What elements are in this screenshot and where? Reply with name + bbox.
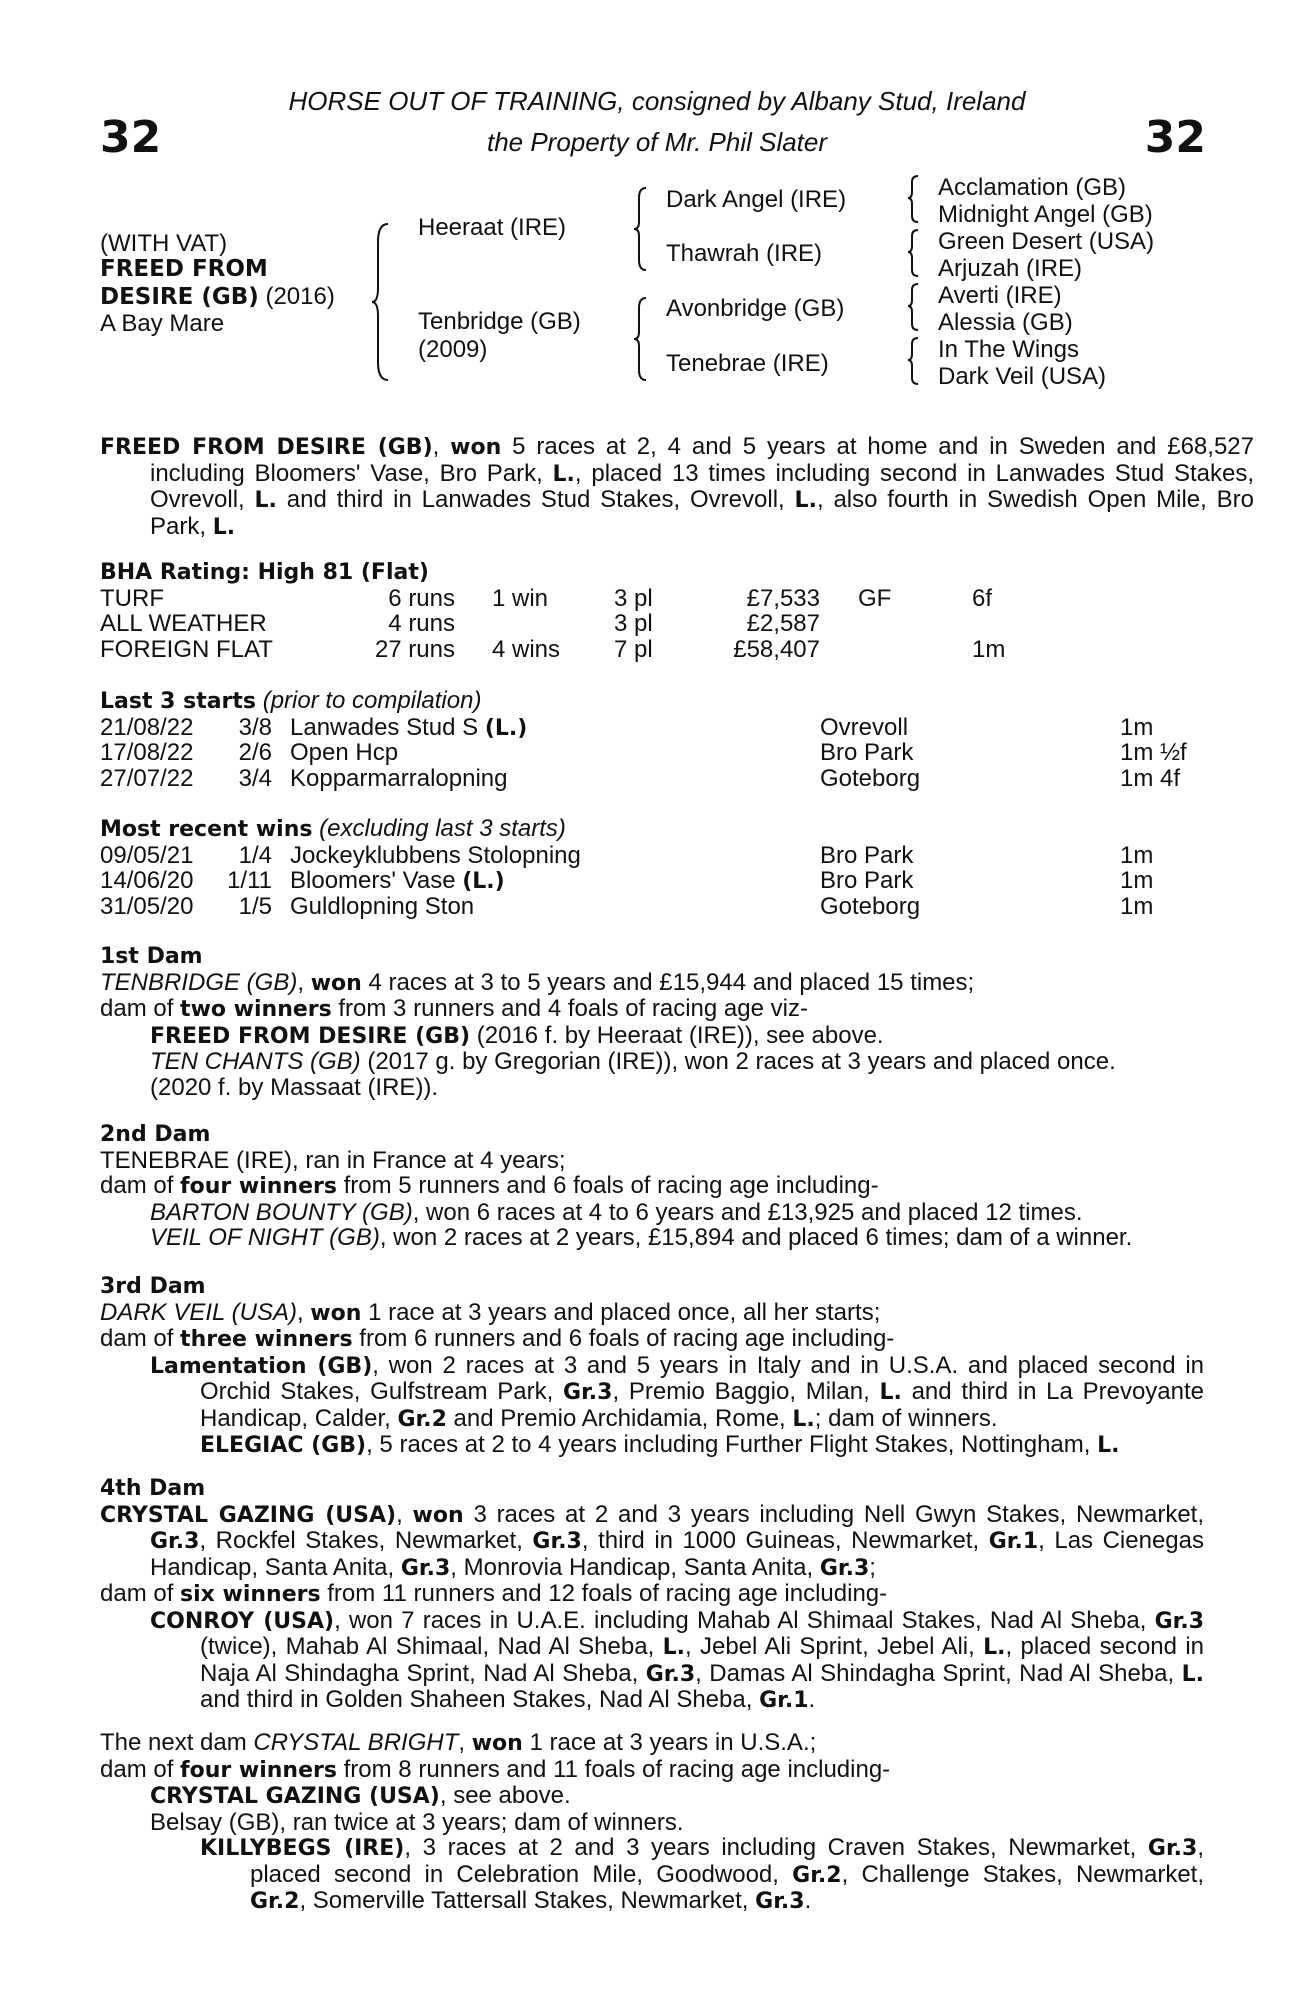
dam1-text: 4 races at 3 to 5 years and £15,944 and placed 15 times; (361, 968, 975, 996)
listed-tag: L. (1097, 1433, 1120, 1458)
rating-dist: 6f (972, 584, 993, 612)
dam4-p1-g: . (808, 1686, 816, 1713)
dam1-winners: two winners (180, 997, 332, 1022)
dam4-section: 4th Dam CRYSTAL GAZING (USA), won 3 races at 2 and 3 years including Nell Gwyn Stakes, Newmarket, Gr.3, Rockfel Stakes, Newmarket, Gr.3, third in 1000 Guineas, Newmarket, Gr.1, Las Cienegas Handicap, Santa Anita, Gr.3, Monrovia Handicap, Santa Anita, Gr.3; dam of six winners from 11 runners and 12 foals of racing age including- CONROY (USA), won 7 races in U.A.E. including Mahab Al Shimaal Stakes, Nad Al Sheba, Gr.3 (twice), Mahab Al Shimaal, Nad Al Sheba, L., Jebel Ali Sprint, Jebel Ali, L., placed second in Naja Al Shindagha Sprint, Nad Al Sheba, Gr.3, Damas Al Shindagha Sprint, Nad Al Sheba, L. and third in Golden Shaheen Stakes, Nad Al Sheba, Gr.1. (100, 1476, 1205, 1713)
header-consignor: HORSE OUT OF TRAINING, consigned by Albany Stud, Ireland (288, 86, 1026, 116)
recent-date: 09/05/21 (100, 841, 194, 869)
dam3-name: DARK VEIL (USA) (100, 1298, 297, 1326)
recent-note: (excluding last 3 starts) (312, 815, 566, 842)
listed-tag: L. (792, 1406, 815, 1432)
horse-name-line2-wrap (100, 283, 335, 311)
last3-note: (prior to compilation) (256, 687, 482, 714)
rating-runs: 6 runs (388, 584, 455, 612)
dam4-progeny-1-name: CONROY (USA) (150, 1608, 335, 1634)
last3-date: 17/08/22 (100, 739, 194, 766)
nextdam-p3-a: , 3 races at 2 and 3 years including Craven Stakes, Newmarket, (404, 1834, 1148, 1861)
pedigree-gen2-1: Dark Angel (IRE) (666, 186, 847, 213)
rating-surface: TURF (100, 584, 164, 612)
last3-row (100, 740, 1204, 766)
nextdam-progeny-1-text: , see above. (439, 1782, 571, 1809)
recent-race (290, 894, 474, 921)
dam1-progeny-2-text: (2017 g. by Gregorian (IRE)), won 2 races at 3 years and placed once. (360, 1048, 1116, 1075)
intro-text-3: and third in Lanwades Stud Stakes, Ovrevoll, (276, 486, 795, 513)
pedigree-gen3-8: Dark Veil (USA) (938, 363, 1107, 390)
rating-row (100, 586, 1204, 612)
last3-pos: 2/6 (238, 739, 272, 766)
group-tag: Gr.2 (250, 1889, 300, 1914)
nextdam-winners: four winners (180, 1757, 337, 1783)
nextdam-text: 1 race at 3 years in U.S.A.; (522, 1729, 817, 1756)
group-tag: Gr.3 (400, 1555, 451, 1581)
listed-tag: L. (879, 1380, 902, 1405)
dam4-winners: six winners (180, 1582, 321, 1607)
dam2-line1: TENEBRAE (IRE), ran in France at 4 years; (100, 1146, 566, 1174)
dam1-progeny-3: (2020 f. by Massaat (IRE)). (150, 1073, 439, 1101)
last3-row (100, 766, 1204, 792)
sire-name: Heeraat (IRE) (418, 214, 567, 241)
won-label: won (310, 970, 362, 996)
nextdam-runners: from 8 runners and 11 foals of racing age including- (336, 1755, 891, 1783)
rating-section (100, 560, 1204, 662)
nextdam-p3-c: , Challenge Stakes, Newmarket, (841, 1860, 1205, 1888)
dam2-winners: four winners (180, 1174, 337, 1199)
last3-pos: 3/4 (238, 764, 272, 792)
last3-course: Goteborg (820, 764, 921, 792)
dam3-progeny-2-name: ELEGIAC (GB) (200, 1433, 367, 1458)
rating-pl: 3 pl (614, 610, 653, 637)
pedigree-gen3-1: Acclamation (GB) (938, 174, 1127, 201)
last3-dist: 1m ½f (1120, 739, 1187, 766)
group-tag: Gr.2 (792, 1862, 842, 1888)
group-tag: Gr.3 (645, 1661, 696, 1687)
recent-pos: 1/11 (227, 867, 272, 894)
dam3-progeny-2-text: , 5 races at 2 to 4 years including Further Flight Stakes, Nottingham, (366, 1431, 1098, 1458)
dam1-section: 1st Dam TENBRIDGE (GB), won 4 races at 3 to 5 years and £15,944 and placed 15 times; dam of two winners from 3 runners and 4 foals of racing age viz- FREED FROM DESIRE (GB) (2016 f. by Heeraat (IRE)), see above. TEN CHANTS (GB) (2017 g. by Gregorian (IRE)), won 2 races at 3 years and placed once. (2020 f. by Massaat (IRE)). (100, 944, 1204, 1100)
dam-name: Tenbridge (GB) (418, 308, 581, 335)
dam1-progeny-2-name: TEN CHANTS (GB) (150, 1048, 361, 1075)
last3-dist: 1m 4f (1120, 764, 1181, 792)
nextdam-p3-b: , placed second in Celebration Mile, Goodwood, (250, 1834, 1205, 1888)
horse-name-line1: FREED FROM (100, 256, 268, 282)
rating-wins: 1 win (492, 584, 549, 612)
dam4-runners: from 11 runners and 12 foals of racing age including- (320, 1580, 888, 1607)
listed-tag: L. (662, 1635, 685, 1660)
nextdam-p3-d: , Somerville Tattersall Stakes, Newmarket, (299, 1887, 756, 1914)
recent-dist: 1m (1120, 892, 1154, 920)
damof-label: dam of (100, 1172, 181, 1199)
listed-tag: L. (983, 1635, 1006, 1660)
dam4-f: ; (869, 1553, 876, 1581)
pedigree-gen3-4: Arjuzah (IRE) (938, 255, 1083, 282)
dam3-winners: three winners (180, 1327, 353, 1352)
dam4-p1-e: , Damas Al Shindagha Sprint, Nad Al Sheba, (695, 1659, 1182, 1687)
recent-course: Bro Park (820, 867, 914, 894)
dam4-p1-d: , placed second in Naja Al Shindagha Sprint, Nad Al Sheba, (200, 1633, 1205, 1687)
intro-text-1: 5 races at 2, 4 and 5 years at home and in Sweden and £68,527 including Bloomers' Vase, Bro Park, (150, 433, 1254, 487)
rating-prize: £2,587 (746, 610, 820, 637)
recent-section (100, 816, 1204, 919)
recent-dist: 1m (1120, 841, 1154, 869)
last3-dist: 1m (1120, 713, 1154, 741)
pedigree-gen2-2: Thawrah (IRE) (666, 240, 823, 267)
dam3-runners: from 6 runners and 6 foals of racing age including- (352, 1325, 895, 1352)
dam4-e: , Monrovia Handicap, Santa Anita, (450, 1553, 820, 1581)
dam3-p1-c: and third in La Prevoyante Handicap, Calder, (200, 1378, 1204, 1432)
rating-dist: 1m (972, 635, 1006, 663)
nextdam-p3-e: . (804, 1887, 812, 1914)
rating-row (100, 637, 1204, 663)
dam1-progeny-1-text: (2016 f. by Heeraat (IRE)), see above. (470, 1021, 884, 1049)
dam1-title: 1st Dam (100, 944, 203, 969)
recent-dist: 1m (1120, 867, 1154, 894)
dam3-p1-e: ; dam of winners. (814, 1404, 998, 1432)
last3-row (100, 715, 1204, 741)
pedigree-gen3-5: Averti (IRE) (938, 282, 1062, 309)
rating-row (100, 611, 1204, 637)
dam-year: (2009) (418, 336, 488, 363)
pedigree-gen3-6: Alessia (GB) (938, 309, 1073, 336)
rating-title: BHA Rating: High 81 (Flat) (100, 560, 429, 585)
dam2-progeny-2-name: VEIL OF NIGHT (GB) (150, 1224, 380, 1251)
dam4-c: , third in 1000 Guineas, Newmarket, (581, 1527, 989, 1554)
dam4-d: , Las Cienegas Handicap, Santa Anita, (150, 1527, 1204, 1581)
rating-wins: 4 wins (492, 635, 561, 663)
nextdam-comma: , (458, 1729, 472, 1756)
dam2-runners: from 5 runners and 6 foals of racing age including- (336, 1172, 879, 1199)
group-tag: Gr.3 (563, 1380, 613, 1405)
dam2-progeny-2-text: , won 2 races at 2 years, £15,894 and placed 6 times; dam of a winner. (379, 1224, 1133, 1251)
group-tag: Gr.3 (1154, 1608, 1204, 1634)
dam2-title: 2nd Dam (100, 1122, 211, 1147)
recent-race (290, 868, 505, 895)
pedigree-gen3-2: Midnight Angel (GB) (938, 201, 1153, 228)
won-label: won (412, 1502, 464, 1528)
dam2-progeny-1-name: BARTON BOUNTY (GB) (150, 1198, 413, 1226)
recent-date: 31/05/20 (100, 892, 194, 920)
horse-description: A Bay Mare (100, 310, 225, 337)
dam2-section (100, 1122, 1204, 1251)
nextdam-intro: The next dam (100, 1729, 254, 1756)
last3-course: Bro Park (820, 739, 914, 766)
won-label: won (471, 1731, 523, 1756)
damof-label: dam of (100, 1580, 181, 1607)
last3-race-name: Lanwades Stud S (290, 713, 485, 741)
group-tag: Gr.1 (988, 1529, 1039, 1554)
last3-date: 27/07/22 (100, 764, 194, 792)
listed-tag: L. (794, 488, 817, 513)
group-tag: Gr.3 (532, 1529, 582, 1554)
recent-date: 14/06/20 (100, 867, 194, 894)
last3-pos: 3/8 (238, 713, 272, 741)
dam4-p1-f: and third in Golden Shaheen Stakes, Nad Al Sheba, (200, 1686, 760, 1713)
lot-number-right: 32 (1144, 112, 1206, 163)
rating-runs: 27 runs (374, 635, 455, 663)
recent-title: Most recent wins (100, 817, 313, 842)
rating-table (100, 586, 1204, 663)
listed-tag: (L.) (462, 869, 505, 894)
rating-going: GF (858, 584, 892, 612)
nextdam-progeny-2: Belsay (GB), ran twice at 3 years; dam of winners. (150, 1808, 684, 1836)
nextdam-progeny-3-name: KILLYBEGS (IRE) (200, 1836, 405, 1861)
recent-race-name: Bloomers' Vase (290, 867, 463, 894)
dam3-p1-b: , Premio Baggio, Milan, (612, 1378, 880, 1405)
intro-paragraph: FREED FROM DESIRE (GB), won 5 races at 2, 4 and 5 years at home and in Sweden and £68,527 including Bloomers' Vase, Bro Park, L., placed 13 times including second in Lanwades Stud Stakes, Ovrevoll, L. and third in Lanwades Stud Stakes, Ovrevoll, L., also fourth in Swedish Open Mile, Bro Park, L. (100, 433, 1254, 540)
rating-surface: FOREIGN FLAT (100, 635, 273, 663)
last3-race (290, 715, 527, 742)
dam4-b: , Rockfel Stakes, Newmarket, (199, 1527, 533, 1554)
dam3-progeny-1-name: Lamentation (GB) (150, 1353, 373, 1379)
last3-race (290, 766, 507, 793)
dam3-text: 1 race at 3 years and placed once, all her starts; (361, 1298, 881, 1326)
vat-note: (WITH VAT) (100, 230, 228, 257)
last3-table (100, 715, 1204, 792)
dam4-a: 3 races at 2 and 3 years including Nell Gwyn Stakes, Newmarket, (463, 1500, 1205, 1528)
recent-pos: 1/4 (238, 841, 272, 869)
horse-year: (2016) (258, 283, 335, 310)
last3-date: 21/08/22 (100, 713, 194, 741)
lot-number-left: 32 (100, 112, 162, 163)
dam1-name: TENBRIDGE (GB) (100, 968, 298, 996)
recent-row (100, 894, 1204, 920)
dam4-p1-a: , won 7 races in U.A.E. including Mahab Al Shimaal Stakes, Nad Al Sheba, (334, 1606, 1155, 1634)
last3-title: Last 3 starts (100, 689, 257, 714)
dam4-p1-b: (twice), Mahab Al Shimaal, Nad Al Sheba, (200, 1633, 663, 1660)
group-tag: Gr.3 (755, 1889, 805, 1914)
group-tag: Gr.3 (819, 1555, 870, 1581)
dam3-title: 3rd Dam (100, 1274, 206, 1299)
intro-text-4: , also fourth in Swedish Open Mile, Bro Park, (150, 486, 1254, 540)
dam4-title: 4th Dam (100, 1476, 206, 1501)
dam2-progeny-1-text: , won 6 races at 4 to 6 years and £13,925 and placed 12 times. (412, 1198, 1083, 1226)
listed-tag: L. (552, 461, 575, 487)
recent-race (290, 843, 581, 870)
last3-race (290, 740, 398, 767)
dam3-p1-a: , won 2 races at 3 and 5 years in Italy and in U.S.A. and placed second in Orchid Stakes, Gulfstream Park, (200, 1351, 1204, 1405)
rating-runs: 4 runs (388, 610, 455, 637)
pedigree-gen2-4: Tenebrae (IRE) (666, 350, 829, 377)
last3-section (100, 688, 1204, 791)
rating-prize: £58,407 (733, 635, 820, 663)
rating-pl: 3 pl (614, 584, 653, 612)
dam4-p1-c: , Jebel Ali Sprint, Jebel Ali, (684, 1633, 984, 1660)
group-tag: Gr.3 (150, 1529, 200, 1554)
recent-race-name: Jockeyklubbens Stolopning (290, 841, 581, 869)
intro-horse-name: FREED FROM DESIRE (GB) (100, 435, 433, 460)
group-tag: Gr.3 (1147, 1836, 1198, 1861)
recent-row (100, 843, 1204, 869)
dam4-name: CRYSTAL GAZING (USA) (100, 1502, 397, 1528)
last3-course: Ovrevoll (820, 713, 909, 741)
intro-won: won (450, 435, 502, 460)
brace-dam (632, 296, 650, 382)
recent-table (100, 843, 1204, 920)
listed-tag: L. (254, 488, 277, 513)
brace-main (370, 222, 392, 382)
damof-label: dam of (100, 995, 181, 1022)
won-label: won (310, 1300, 362, 1326)
group-tag: Gr.2 (397, 1406, 447, 1432)
nextdam-section (100, 1730, 1204, 1915)
recent-course: Bro Park (820, 841, 914, 869)
recent-pos: 1/5 (238, 892, 272, 920)
recent-course: Goteborg (820, 892, 921, 920)
listed-tag: L. (212, 514, 236, 540)
header-property: the Property of Mr. Phil Slater (486, 127, 828, 157)
pedigree-gen3-7: In The Wings (938, 336, 1079, 363)
damof-label: dam of (100, 1325, 181, 1352)
brace-gen3 (906, 174, 922, 388)
horse-name-line2: DESIRE (GB) (100, 284, 259, 310)
recent-row (100, 868, 1204, 894)
rating-prize: £7,533 (746, 584, 820, 612)
recent-race-name: Guldlopning Ston (290, 892, 475, 920)
dam3-section: 3rd Dam DARK VEIL (USA), won 1 race at 3 years and placed once, all her starts; dam of three winners from 6 runners and 6 foals of racing age including- Lamentation (GB), won 2 races at 3 and 5 years in Italy and in U.S.A. and placed second in Orchid Stakes, Gulfstream Park, Gr.3, Premio Baggio, Milan, L. and third in La Prevoyante Handicap, Calder, Gr.2 and Premio Archidamia, Rome, L.; dam of winners. ELEGIAC (GB), 5 races at 2 to 4 years including Further Flight Stakes, Nottingham, L. (100, 1274, 1204, 1458)
rating-pl: 7 pl (614, 635, 653, 663)
group-tag: Gr.1 (759, 1688, 809, 1713)
nextdam-name: CRYSTAL BRIGHT (253, 1729, 459, 1756)
damof-label: dam of (100, 1755, 181, 1783)
listed-tag: (L.) (484, 715, 528, 741)
pedigree-gen3-3: Green Desert (USA) (938, 228, 1155, 255)
dam1-runners: from 3 runners and 4 foals of racing age viz- (331, 995, 808, 1022)
nextdam-progeny-1-name: CRYSTAL GAZING (USA) (150, 1784, 440, 1809)
brace-sire (632, 186, 650, 272)
dam1-progeny-1-name: FREED FROM DESIRE (GB) (150, 1023, 471, 1049)
last3-race-name: Kopparmarralopning (290, 764, 508, 792)
dam3-p1-d: and Premio Archidamia, Rome, (446, 1404, 793, 1432)
rating-surface: ALL WEATHER (100, 610, 267, 637)
last3-race-name: Open Hcp (290, 739, 399, 766)
intro-text-2: , placed 13 times including second in Lanwades Stud Stakes, Ovrevoll, (150, 459, 1254, 513)
listed-tag: L. (1181, 1661, 1204, 1687)
pedigree-gen2-3: Avonbridge (GB) (666, 295, 845, 322)
